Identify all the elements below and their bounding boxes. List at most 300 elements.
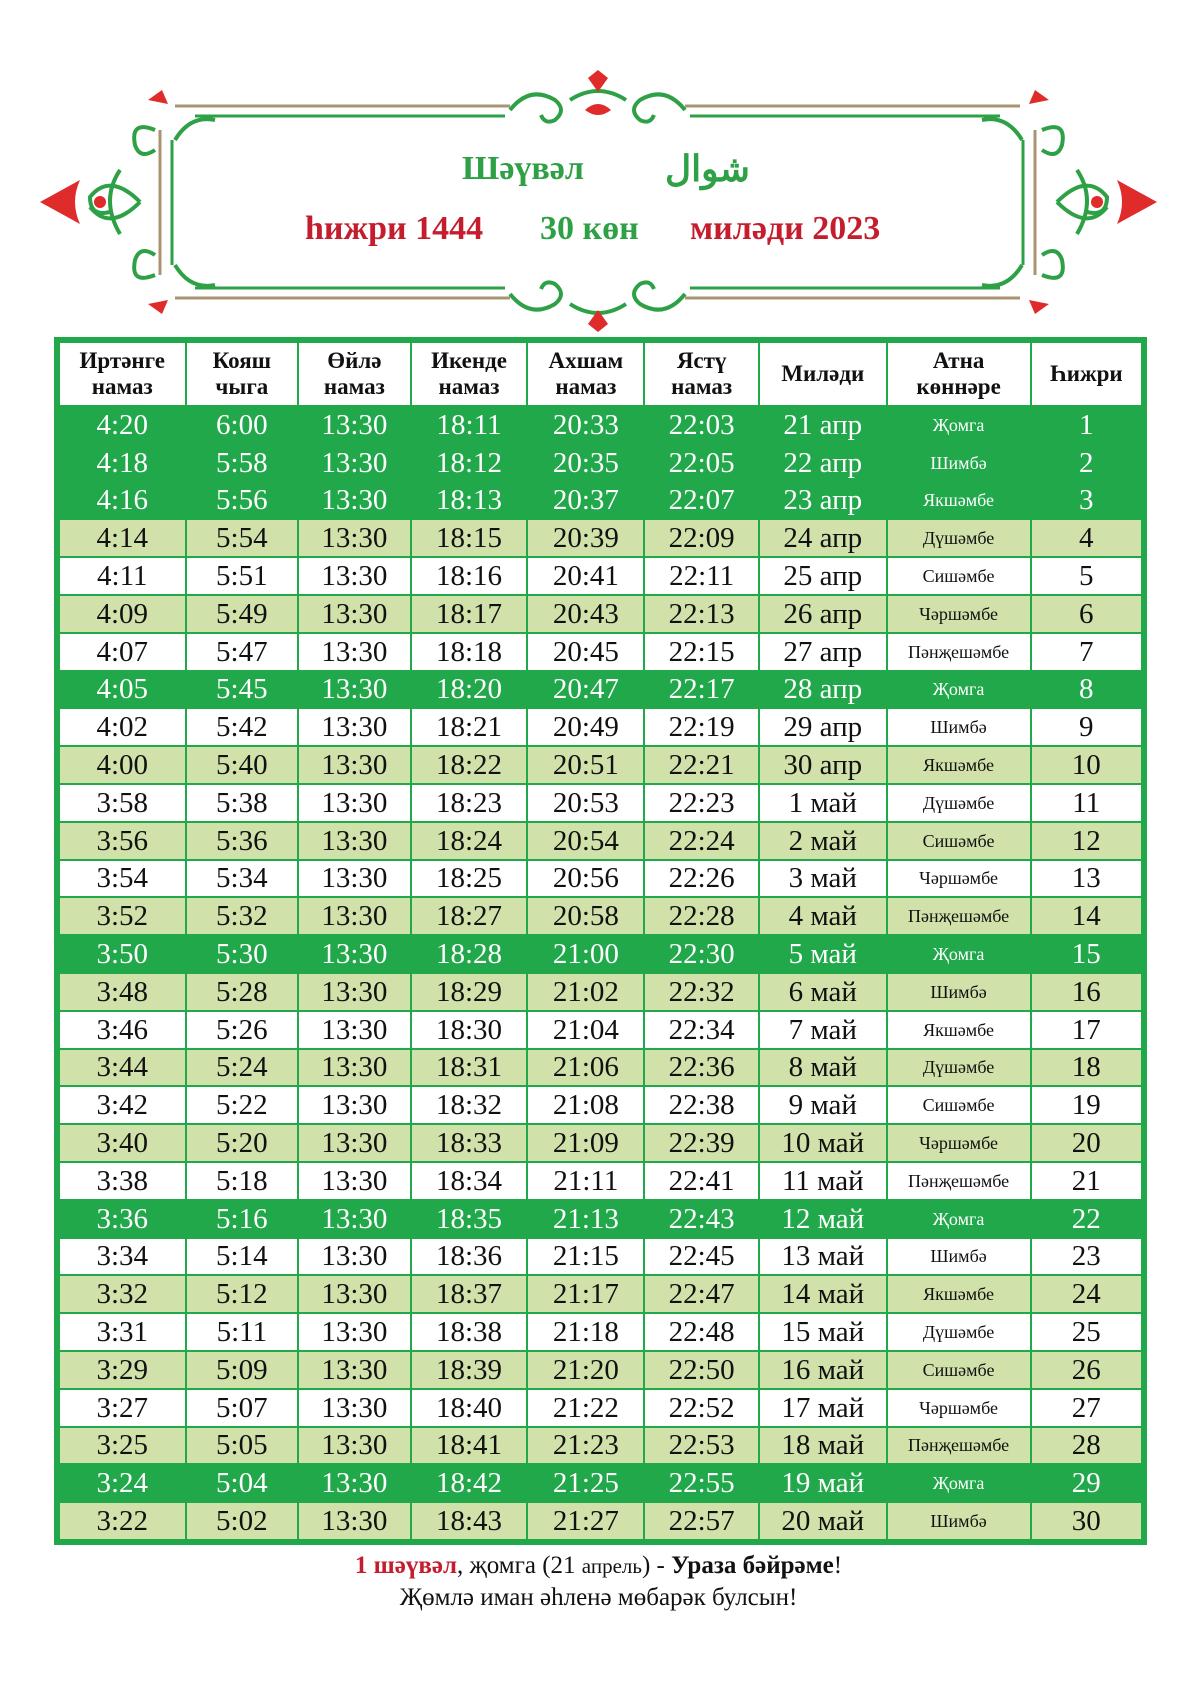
cell-maghrib: 20:39 xyxy=(527,519,644,557)
cell-hijri-day: 28 xyxy=(1031,1427,1142,1465)
cell-isha: 22:57 xyxy=(644,1502,759,1540)
cell-fajr: 4:16 xyxy=(59,482,186,520)
cell-dhuhr: 13:30 xyxy=(298,1275,411,1313)
header-label-line: көннәре xyxy=(916,374,1001,399)
cell-asr: 18:22 xyxy=(411,746,528,784)
cell-hijri-day: 29 xyxy=(1031,1464,1142,1502)
cell-hijri-day: 13 xyxy=(1031,860,1142,898)
cell-maghrib: 20:37 xyxy=(527,482,644,520)
cell-gregorian-date: 16 май xyxy=(759,1351,887,1389)
cell-weekday: Якшәмбе xyxy=(887,1011,1031,1049)
cell-asr: 18:11 xyxy=(411,406,528,444)
cell-weekday: Дүшәмбе xyxy=(887,519,1031,557)
cell-asr: 18:28 xyxy=(411,935,528,973)
cell-hijri-day: 7 xyxy=(1031,633,1142,671)
cell-fajr: 4:05 xyxy=(59,671,186,709)
cell-asr: 18:38 xyxy=(411,1313,528,1351)
cell-fajr: 3:42 xyxy=(59,1086,186,1124)
cell-dhuhr: 13:30 xyxy=(298,897,411,935)
cell-sunrise: 5:04 xyxy=(186,1464,299,1502)
cell-weekday: Сишәмбе xyxy=(887,1086,1031,1124)
cell-isha: 22:39 xyxy=(644,1124,759,1162)
cell-hijri-day: 23 xyxy=(1031,1238,1142,1276)
footer-text: ! xyxy=(833,1552,843,1579)
cell-isha: 22:38 xyxy=(644,1086,759,1124)
cell-gregorian-date: 5 май xyxy=(759,935,887,973)
cell-maghrib: 21:13 xyxy=(527,1200,644,1238)
cell-gregorian-date: 19 май xyxy=(759,1464,887,1502)
header-label-line: намаз xyxy=(438,374,500,399)
cell-maghrib: 20:53 xyxy=(527,784,644,822)
cell-sunrise: 5:38 xyxy=(186,784,299,822)
cell-hijri-day: 19 xyxy=(1031,1086,1142,1124)
cell-dhuhr: 13:30 xyxy=(298,784,411,822)
cell-weekday: Пәнҗешәмбе xyxy=(887,1427,1031,1465)
cell-fajr: 4:00 xyxy=(59,746,186,784)
header-hijri-day xyxy=(1031,342,1142,406)
cell-gregorian-date: 27 апр xyxy=(759,633,887,671)
cell-sunrise: 5:11 xyxy=(186,1313,299,1351)
cell-isha: 22:17 xyxy=(644,671,759,709)
table-row xyxy=(59,708,1142,746)
cell-fajr: 3:52 xyxy=(59,897,186,935)
cell-hijri-day: 17 xyxy=(1031,1011,1142,1049)
days-count: 30 көн xyxy=(540,210,639,247)
cell-fajr: 3:58 xyxy=(59,784,186,822)
cell-isha: 22:15 xyxy=(644,633,759,671)
cell-hijri-day: 11 xyxy=(1031,784,1142,822)
cell-gregorian-date: 25 апр xyxy=(759,557,887,595)
header-label-line: намаз xyxy=(91,374,153,399)
cell-maghrib: 20:43 xyxy=(527,595,644,633)
table-row xyxy=(59,519,1142,557)
cell-asr: 18:13 xyxy=(411,482,528,520)
header-label-line: чыга xyxy=(215,374,269,399)
header-label-line: Иртәнге xyxy=(79,348,166,373)
cell-isha: 22:26 xyxy=(644,860,759,898)
header-label-line: намаз xyxy=(671,374,733,399)
cell-gregorian-date: 6 май xyxy=(759,973,887,1011)
cell-dhuhr: 13:30 xyxy=(298,822,411,860)
header-dhuhr xyxy=(298,342,411,406)
cell-maghrib: 21:09 xyxy=(527,1124,644,1162)
cell-hijri-day: 4 xyxy=(1031,519,1142,557)
cell-gregorian-date: 10 май xyxy=(759,1124,887,1162)
cell-weekday: Җомга xyxy=(887,1464,1031,1502)
cell-maghrib: 21:00 xyxy=(527,935,644,973)
cell-weekday: Чәршәмбе xyxy=(887,860,1031,898)
cell-gregorian-date: 1 май xyxy=(759,784,887,822)
cell-sunrise: 5:42 xyxy=(186,708,299,746)
cell-asr: 18:33 xyxy=(411,1124,528,1162)
cell-maghrib: 21:27 xyxy=(527,1502,644,1540)
cell-isha: 22:23 xyxy=(644,784,759,822)
header-asr xyxy=(411,342,528,406)
header-sunrise xyxy=(186,342,299,406)
table-row xyxy=(59,444,1142,482)
cell-asr: 18:39 xyxy=(411,1351,528,1389)
cell-asr: 18:34 xyxy=(411,1162,528,1200)
cell-hijri-day: 27 xyxy=(1031,1389,1142,1427)
cell-sunrise: 5:36 xyxy=(186,822,299,860)
cell-sunrise: 5:47 xyxy=(186,633,299,671)
cell-weekday: Шимбә xyxy=(887,444,1031,482)
table-row xyxy=(59,482,1142,520)
cell-dhuhr: 13:30 xyxy=(298,482,411,520)
table-row xyxy=(59,1313,1142,1351)
cell-hijri-day: 30 xyxy=(1031,1502,1142,1540)
cell-weekday: Җомга xyxy=(887,671,1031,709)
table-row xyxy=(59,671,1142,709)
cell-dhuhr: 13:30 xyxy=(298,1464,411,1502)
cell-dhuhr: 13:30 xyxy=(298,1238,411,1276)
cell-asr: 18:12 xyxy=(411,444,528,482)
cell-sunrise: 5:02 xyxy=(186,1502,299,1540)
table-row xyxy=(59,860,1142,898)
table-row xyxy=(59,1427,1142,1465)
cell-dhuhr: 13:30 xyxy=(298,1200,411,1238)
cell-weekday: Шимбә xyxy=(887,973,1031,1011)
cell-fajr: 3:38 xyxy=(59,1162,186,1200)
cell-gregorian-date: 15 май xyxy=(759,1313,887,1351)
cell-maghrib: 21:25 xyxy=(527,1464,644,1502)
cell-isha: 22:52 xyxy=(644,1389,759,1427)
footer-date-highlight: 1 шәүвәл xyxy=(354,1552,457,1579)
table-header-row xyxy=(59,342,1142,406)
cell-sunrise: 5:54 xyxy=(186,519,299,557)
header-label-line: намаз xyxy=(555,374,617,399)
table-row xyxy=(59,595,1142,633)
cell-maghrib: 20:35 xyxy=(527,444,644,482)
cell-fajr: 3:56 xyxy=(59,822,186,860)
table-row xyxy=(59,406,1142,444)
cell-asr: 18:17 xyxy=(411,595,528,633)
cell-hijri-day: 24 xyxy=(1031,1275,1142,1313)
footer-holiday-name: Ураза бәйрәме xyxy=(671,1552,834,1579)
cell-weekday: Шимбә xyxy=(887,708,1031,746)
cell-isha: 22:03 xyxy=(644,406,759,444)
cell-gregorian-date: 21 апр xyxy=(759,406,887,444)
cell-weekday: Дүшәмбе xyxy=(887,784,1031,822)
cell-weekday: Шимбә xyxy=(887,1238,1031,1276)
cell-maghrib: 21:08 xyxy=(527,1086,644,1124)
cell-sunrise: 5:09 xyxy=(186,1351,299,1389)
cell-dhuhr: 13:30 xyxy=(298,595,411,633)
table-row xyxy=(59,822,1142,860)
cell-asr: 18:31 xyxy=(411,1049,528,1087)
cell-maghrib: 21:22 xyxy=(527,1389,644,1427)
cell-gregorian-date: 14 май xyxy=(759,1275,887,1313)
cell-weekday: Пәнҗешәмбе xyxy=(887,897,1031,935)
cell-asr: 18:41 xyxy=(411,1427,528,1465)
cell-sunrise: 5:34 xyxy=(186,860,299,898)
cell-dhuhr: 13:30 xyxy=(298,1162,411,1200)
cell-dhuhr: 13:30 xyxy=(298,708,411,746)
cell-sunrise: 5:20 xyxy=(186,1124,299,1162)
table-row xyxy=(59,1049,1142,1087)
month-name-arabic: شوال xyxy=(665,149,750,189)
cell-fajr: 3:29 xyxy=(59,1351,186,1389)
cell-isha: 22:50 xyxy=(644,1351,759,1389)
prayer-times-table xyxy=(54,337,1147,1545)
table-row xyxy=(59,1124,1142,1162)
cell-maghrib: 20:56 xyxy=(527,860,644,898)
table-row xyxy=(59,746,1142,784)
cell-isha: 22:45 xyxy=(644,1238,759,1276)
cell-weekday: Җомга xyxy=(887,406,1031,444)
table-row xyxy=(59,784,1142,822)
table-row xyxy=(59,1200,1142,1238)
header-isha xyxy=(644,342,759,406)
cell-dhuhr: 13:30 xyxy=(298,1086,411,1124)
cell-hijri-day: 1 xyxy=(1031,406,1142,444)
cell-dhuhr: 13:30 xyxy=(298,444,411,482)
cell-dhuhr: 13:30 xyxy=(298,1389,411,1427)
cell-hijri-day: 3 xyxy=(1031,482,1142,520)
cell-weekday: Чәршәмбе xyxy=(887,1124,1031,1162)
cell-dhuhr: 13:30 xyxy=(298,860,411,898)
cell-gregorian-date: 30 апр xyxy=(759,746,887,784)
cell-asr: 18:16 xyxy=(411,557,528,595)
cell-hijri-day: 2 xyxy=(1031,444,1142,482)
cell-dhuhr: 13:30 xyxy=(298,1313,411,1351)
cell-maghrib: 20:54 xyxy=(527,822,644,860)
cell-fajr: 3:54 xyxy=(59,860,186,898)
cell-isha: 22:05 xyxy=(644,444,759,482)
cell-maghrib: 21:04 xyxy=(527,1011,644,1049)
header-fajr xyxy=(59,342,186,406)
footer-line-2: Җөмлә иман әһленә мөбарәк булсын! xyxy=(399,1584,798,1611)
cell-asr: 18:15 xyxy=(411,519,528,557)
cell-fajr: 3:44 xyxy=(59,1049,186,1087)
cell-asr: 18:43 xyxy=(411,1502,528,1540)
cell-weekday: Чәршәмбе xyxy=(887,595,1031,633)
cell-sunrise: 5:14 xyxy=(186,1238,299,1276)
cell-asr: 18:42 xyxy=(411,1464,528,1502)
cell-gregorian-date: 20 май xyxy=(759,1502,887,1540)
cell-isha: 22:21 xyxy=(644,746,759,784)
cell-hijri-day: 15 xyxy=(1031,935,1142,973)
cell-sunrise: 5:45 xyxy=(186,671,299,709)
header-maghrib xyxy=(527,342,644,406)
cell-isha: 22:48 xyxy=(644,1313,759,1351)
cell-gregorian-date: 3 май xyxy=(759,860,887,898)
cell-hijri-day: 18 xyxy=(1031,1049,1142,1087)
cell-isha: 22:34 xyxy=(644,1011,759,1049)
cell-isha: 22:32 xyxy=(644,973,759,1011)
cell-hijri-day: 26 xyxy=(1031,1351,1142,1389)
cell-sunrise: 5:51 xyxy=(186,557,299,595)
footer-text: ) - xyxy=(641,1552,672,1579)
cell-gregorian-date: 7 май xyxy=(759,1011,887,1049)
cell-gregorian-date: 29 апр xyxy=(759,708,887,746)
header-label-line: Ахшам xyxy=(548,348,624,373)
cell-asr: 18:30 xyxy=(411,1011,528,1049)
cell-hijri-day: 6 xyxy=(1031,595,1142,633)
cell-sunrise: 5:07 xyxy=(186,1389,299,1427)
cell-sunrise: 5:32 xyxy=(186,897,299,935)
cell-maghrib: 21:06 xyxy=(527,1049,644,1087)
cell-weekday: Сишәмбе xyxy=(887,822,1031,860)
cell-sunrise: 6:00 xyxy=(186,406,299,444)
cell-dhuhr: 13:30 xyxy=(298,1427,411,1465)
cell-sunrise: 5:05 xyxy=(186,1427,299,1465)
footer-greeting xyxy=(0,1550,1197,1614)
cell-gregorian-date: 4 май xyxy=(759,897,887,935)
cell-sunrise: 5:56 xyxy=(186,482,299,520)
cell-hijri-day: 10 xyxy=(1031,746,1142,784)
cell-gregorian-date: 22 апр xyxy=(759,444,887,482)
cell-sunrise: 5:26 xyxy=(186,1011,299,1049)
cell-asr: 18:24 xyxy=(411,822,528,860)
cell-gregorian-date: 2 май xyxy=(759,822,887,860)
cell-fajr: 3:36 xyxy=(59,1200,186,1238)
cell-hijri-day: 8 xyxy=(1031,671,1142,709)
cell-weekday: Чәршәмбе xyxy=(887,1389,1031,1427)
cell-asr: 18:25 xyxy=(411,860,528,898)
cell-maghrib: 20:51 xyxy=(527,746,644,784)
cell-weekday: Сишәмбе xyxy=(887,557,1031,595)
cell-fajr: 4:14 xyxy=(59,519,186,557)
cell-isha: 22:30 xyxy=(644,935,759,973)
gregorian-year: миләди 2023 xyxy=(690,210,881,247)
cell-asr: 18:21 xyxy=(411,708,528,746)
table-row xyxy=(59,973,1142,1011)
cell-dhuhr: 13:30 xyxy=(298,519,411,557)
cell-weekday: Пәнҗешәмбе xyxy=(887,633,1031,671)
cell-fajr: 4:18 xyxy=(59,444,186,482)
cell-dhuhr: 13:30 xyxy=(298,1011,411,1049)
cell-gregorian-date: 17 май xyxy=(759,1389,887,1427)
cell-weekday: Якшәмбе xyxy=(887,1275,1031,1313)
cell-maghrib: 20:33 xyxy=(527,406,644,444)
header-label-line: Өйлә xyxy=(327,348,382,373)
cell-isha: 22:53 xyxy=(644,1427,759,1465)
cell-maghrib: 21:23 xyxy=(527,1427,644,1465)
cell-hijri-day: 12 xyxy=(1031,822,1142,860)
cell-gregorian-date: 24 апр xyxy=(759,519,887,557)
hijri-year: һижри 1444 xyxy=(305,210,484,247)
cell-dhuhr: 13:30 xyxy=(298,1502,411,1540)
cell-maghrib: 20:45 xyxy=(527,633,644,671)
cell-sunrise: 5:40 xyxy=(186,746,299,784)
cell-gregorian-date: 13 май xyxy=(759,1238,887,1276)
header-ornament-frame xyxy=(40,70,1157,332)
header-gregorian-date xyxy=(759,342,887,406)
table-row xyxy=(59,1502,1142,1540)
table-row xyxy=(59,557,1142,595)
cell-weekday: Якшәмбе xyxy=(887,746,1031,784)
cell-hijri-day: 14 xyxy=(1031,897,1142,935)
footer-text: , җомга (21 xyxy=(457,1552,582,1579)
cell-isha: 22:28 xyxy=(644,897,759,935)
cell-asr: 18:23 xyxy=(411,784,528,822)
table-row xyxy=(59,1086,1142,1124)
table-row xyxy=(59,897,1142,935)
table-row xyxy=(59,935,1142,973)
table-row xyxy=(59,633,1142,671)
cell-fajr: 4:02 xyxy=(59,708,186,746)
cell-fajr: 4:11 xyxy=(59,557,186,595)
cell-weekday: Дүшәмбе xyxy=(887,1313,1031,1351)
cell-maghrib: 21:02 xyxy=(527,973,644,1011)
cell-isha: 22:09 xyxy=(644,519,759,557)
month-name-tatar: Шәүвәл xyxy=(462,150,584,187)
cell-sunrise: 5:24 xyxy=(186,1049,299,1087)
cell-fajr: 3:40 xyxy=(59,1124,186,1162)
cell-isha: 22:36 xyxy=(644,1049,759,1087)
table-row xyxy=(59,1275,1142,1313)
cell-hijri-day: 16 xyxy=(1031,973,1142,1011)
cell-maghrib: 21:11 xyxy=(527,1162,644,1200)
cell-weekday: Җомга xyxy=(887,1200,1031,1238)
header-label-line: Икенде xyxy=(431,348,507,373)
cell-asr: 18:20 xyxy=(411,671,528,709)
cell-weekday: Якшәмбе xyxy=(887,482,1031,520)
cell-hijri-day: 22 xyxy=(1031,1200,1142,1238)
cell-weekday: Җомга xyxy=(887,935,1031,973)
cell-dhuhr: 13:30 xyxy=(298,746,411,784)
cell-dhuhr: 13:30 xyxy=(298,973,411,1011)
header-label-line: Миләди xyxy=(781,361,865,386)
cell-dhuhr: 13:30 xyxy=(298,1351,411,1389)
cell-maghrib: 21:20 xyxy=(527,1351,644,1389)
cell-maghrib: 21:17 xyxy=(527,1275,644,1313)
cell-isha: 22:24 xyxy=(644,822,759,860)
cell-isha: 22:43 xyxy=(644,1200,759,1238)
cell-fajr: 3:46 xyxy=(59,1011,186,1049)
cell-maghrib: 20:49 xyxy=(527,708,644,746)
cell-gregorian-date: 26 апр xyxy=(759,595,887,633)
header-weekday xyxy=(887,342,1031,406)
cell-dhuhr: 13:30 xyxy=(298,671,411,709)
cell-sunrise: 5:12 xyxy=(186,1275,299,1313)
table-row xyxy=(59,1464,1142,1502)
cell-asr: 18:37 xyxy=(411,1275,528,1313)
cell-sunrise: 5:30 xyxy=(186,935,299,973)
cell-hijri-day: 9 xyxy=(1031,708,1142,746)
cell-sunrise: 5:22 xyxy=(186,1086,299,1124)
cell-hijri-day: 25 xyxy=(1031,1313,1142,1351)
header-label-line: Һижри xyxy=(1049,361,1123,386)
cell-weekday: Шимбә xyxy=(887,1502,1031,1540)
cell-isha: 22:41 xyxy=(644,1162,759,1200)
cell-asr: 18:32 xyxy=(411,1086,528,1124)
table-body xyxy=(59,406,1142,1540)
cell-weekday: Сишәмбе xyxy=(887,1351,1031,1389)
cell-sunrise: 5:58 xyxy=(186,444,299,482)
cell-hijri-day: 5 xyxy=(1031,557,1142,595)
cell-dhuhr: 13:30 xyxy=(298,557,411,595)
cell-dhuhr: 13:30 xyxy=(298,633,411,671)
footer-month-small: апрель xyxy=(581,1554,642,1578)
cell-asr: 18:18 xyxy=(411,633,528,671)
cell-isha: 22:55 xyxy=(644,1464,759,1502)
table-row xyxy=(59,1238,1142,1276)
cell-hijri-day: 21 xyxy=(1031,1162,1142,1200)
cell-weekday: Дүшәмбе xyxy=(887,1049,1031,1087)
cell-dhuhr: 13:30 xyxy=(298,1049,411,1087)
cell-fajr: 3:50 xyxy=(59,935,186,973)
cell-gregorian-date: 9 май xyxy=(759,1086,887,1124)
cell-dhuhr: 13:30 xyxy=(298,935,411,973)
cell-asr: 18:40 xyxy=(411,1389,528,1427)
cell-fajr: 4:07 xyxy=(59,633,186,671)
table-row xyxy=(59,1162,1142,1200)
cell-fajr: 3:48 xyxy=(59,973,186,1011)
header-label-line: Кояш xyxy=(212,348,272,373)
cell-isha: 22:47 xyxy=(644,1275,759,1313)
